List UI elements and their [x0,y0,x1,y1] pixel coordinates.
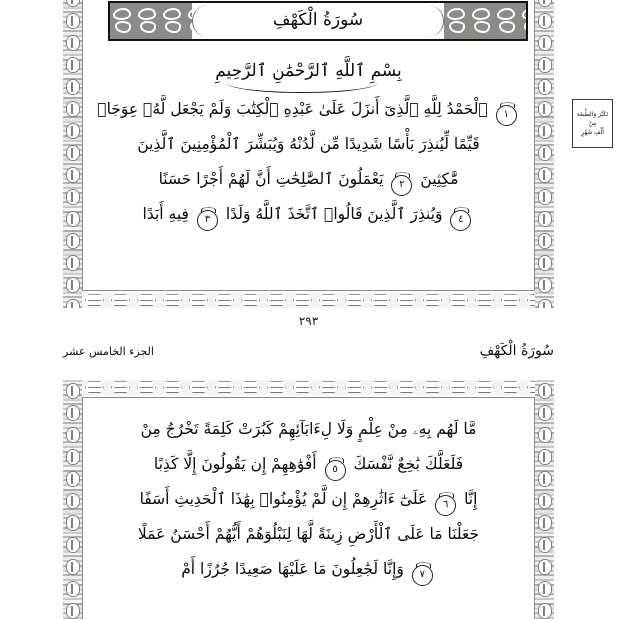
diamond-ornament-icon [134,293,160,308]
diamond-ornament-icon [186,380,212,395]
lens-ornament-icon [63,468,82,490]
ayah-text: قَيِّمًا لِّيُنذِرَ بَأْسًا شَدِيدًا مِّن لَّدُنْهُ وَيُبَشِّرَ ٱلْمُؤْمِنِينَ ٱلَّذِينَ [137,135,480,153]
ayah-text: يَعْمَلُونَ ٱلصَّٰلِحَٰتِ أَنَّ لَهُمْ أَجْرًا حَسَنًا [158,170,384,188]
ayah-text: وَإِنَّا لَجَٰعِلُونَ مَا عَلَيْهَا صَعِيدًا جُرُزًا أَمْ [181,560,404,578]
lens-ornament-icon [535,142,554,164]
arabesque-curl-icon [519,3,526,39]
lens-ornament-icon [63,402,82,424]
lens-ornament-icon [63,186,82,208]
ayah-text: مَّٰكِثِينَ [420,170,459,188]
ayah-number-marker: ٦ [435,495,456,516]
lens-ornament-icon [535,230,554,252]
lens-ornament-icon [63,578,82,600]
lens-ornament-icon [535,98,554,120]
diamond-ornament-icon [160,380,186,395]
quran-page-block-2 [63,380,554,619]
lens-ornament-icon [535,468,554,490]
diamond-ornament-icon [316,293,342,308]
ayah-text: جَعَلْنَا مَا عَلَى ٱلْأَرْضِ زِينَةً لَّهَا لِنَبْلُوَهُمْ أَيُّهُمْ أَحْسَنُ عَمَلًا [137,525,480,543]
diamond-ornament-icon [472,293,498,308]
ayah-text: إِنَّا [464,490,478,508]
ayah-number-marker: ٣ [197,210,218,231]
lens-ornament-icon [535,208,554,230]
ayah-line [81,447,536,482]
lens-ornament-icon [535,32,554,54]
lens-ornament-icon [535,534,554,556]
arabesque-curl-icon [110,3,135,39]
side-note-box [572,99,613,148]
lens-ornament-icon [63,296,82,308]
lens-ornament-icon [535,10,554,32]
lens-ornament-icon [535,512,554,534]
lens-ornament-icon [535,120,554,142]
arabesque-curl-icon [160,3,185,39]
ayah-number-marker: ٧ [412,565,433,586]
lens-ornament-icon [535,424,554,446]
lens-ornament-icon [535,380,554,402]
diamond-ornament-icon [264,293,290,308]
diamond-ornament-icon [342,293,368,308]
diamond-ornament-icon [498,380,524,395]
lens-ornament-icon [63,446,82,468]
ayah-line [81,482,536,517]
ayah-text: فَلَعَلَّكَ بَٰخِعٌ نَّفْسَكَ [353,455,464,473]
diamond-ornament-icon [420,293,446,308]
lens-ornament-icon [63,164,82,186]
diamond-ornament-icon [290,293,316,308]
ayah-text: عَلَىٰٓ ءَاثَٰرِهِمْ إِن لَّمْ يُؤْمِنُوا۟ بِهَٰذَا ٱلْحَدِيثِ أَسَفًا [139,490,428,508]
diamond-ornament-icon [368,380,394,395]
ayah-line [81,517,536,552]
ayah-text: ٱلْحَمْدُ لِلَّهِ ٱلَّذِىٓ أَنزَلَ عَلَىٰ عَبْدِهِ ٱلْكِتَٰبَ وَلَمْ يَجْعَل لَّهُۥ عِوَجَاۜ [97,100,488,118]
diamond-ornament-icon [498,293,524,308]
page1-right-lens-motif-column [535,0,554,308]
diamond-ornament-icon [524,380,535,395]
lens-ornament-icon [63,380,82,402]
page1-bottom-ornament-band [82,293,535,308]
surah-title-banner [108,1,528,41]
page2-right-lens-motif-column [535,380,554,619]
ayah-text: مَّا لَهُم بِهِۦ مِنْ عِلْمٍ وَلَا لِءَابَآئِهِمْ كَبُرَتْ كَلِمَةً تَخْرُجُ مِنْ [140,420,477,438]
bismillah-text: بِسْمِ ٱللَّهِ ٱلرَّحْمَٰنِ ٱلرَّحِيمِ [215,61,402,81]
lens-ornament-icon [535,274,554,296]
diamond-ornament-icon [342,380,368,395]
arabesque-curl-icon [469,3,494,39]
diamond-ornament-icon [420,380,446,395]
diamond-ornament-icon [108,380,134,395]
ayah-number-marker: ٥ [325,460,346,481]
page2-top-ornament-band [82,380,535,395]
arabesque-curl-icon [185,3,192,39]
diamond-ornament-icon [472,380,498,395]
ayah-number-marker: ١ [496,105,517,126]
ayah-text: وَيُنذِرَ ٱلَّذِينَ قَالُوا۟ ٱتَّخَذَ ٱللَّهُ وَلَدًا [225,205,443,223]
arabesque-curl-icon [444,3,469,39]
lens-ornament-icon [63,230,82,252]
diamond-ornament-icon [212,293,238,308]
surah-title-text: سُورَةُ الْكَهْفِ [272,9,364,30]
page1-ayah-lines [81,92,536,232]
lens-ornament-icon [63,208,82,230]
ayah-line [81,412,536,447]
page2-running-header [63,340,554,362]
diamond-ornament-icon [212,380,238,395]
diamond-ornament-icon [186,293,212,308]
diamond-ornament-icon [82,380,108,395]
page2-ayah-lines [81,412,536,587]
ayah-line [81,552,536,587]
lens-ornament-icon [535,402,554,424]
lens-ornament-icon [63,0,82,10]
diamond-ornament-icon [264,380,290,395]
page1-left-lens-motif-column [63,0,82,308]
diamond-ornament-icon [82,293,108,308]
lens-ornament-icon [535,164,554,186]
ayah-text: أَفْوَٰهِهِمْ إِن يَقُولُونَ إِلَّا كَذِبًا [153,455,317,473]
ayah-line [81,162,536,197]
arabesque-curl-icon [494,3,519,39]
lens-ornament-icon [63,10,82,32]
lens-ornament-icon [535,556,554,578]
header-juz-name: الجزء الخامس عشر [63,344,154,358]
diamond-ornament-icon [446,380,472,395]
side-note-line-3: أَلْفِ شَهْرٍ [581,129,604,136]
lens-ornament-icon [535,252,554,274]
lens-ornament-icon [535,0,554,10]
lens-ornament-icon [63,98,82,120]
diamond-ornament-icon [368,293,394,308]
lens-ornament-icon [63,32,82,54]
lens-ornament-icon [63,534,82,556]
ayah-number-marker: ٤ [450,210,471,231]
page-number: ٢٩٣ [298,314,319,328]
ayah-line [81,197,536,232]
page2-left-lens-motif-column [63,380,82,619]
lens-ornament-icon [535,600,554,619]
diamond-ornament-icon [238,380,264,395]
ayah-text: فِيهِ أَبَدًا [142,205,189,223]
diamond-ornament-icon [316,380,342,395]
lens-ornament-icon [535,446,554,468]
lens-ornament-icon [63,556,82,578]
lens-ornament-icon [535,490,554,512]
lens-ornament-icon [63,600,82,619]
lens-ornament-icon [63,252,82,274]
diamond-ornament-icon [524,293,535,308]
ayah-number-marker: ٢ [391,175,412,196]
lens-ornament-icon [535,186,554,208]
diamond-ornament-icon [108,293,134,308]
banner-ornament-right [110,3,192,39]
header-surah-name: سُورَةُ الْكَهْفِ [479,343,554,359]
diamond-ornament-icon [238,293,264,308]
lens-ornament-icon [63,274,82,296]
lens-ornament-icon [535,296,554,308]
diamond-ornament-icon [394,380,420,395]
lens-ornament-icon [63,490,82,512]
arabesque-curl-icon [135,3,160,39]
diamond-ornament-icon [446,293,472,308]
lens-ornament-icon [63,142,82,164]
ayah-line [81,127,536,162]
lens-ornament-icon [535,578,554,600]
ayah-line [81,92,536,127]
quran-page-block-1 [63,0,554,308]
banner-ornament-left [444,3,526,39]
surah-title-plate [192,5,444,37]
side-note-line-1: تَكَبَّرَ وَالطِّيفَة [576,111,609,118]
diamond-ornament-icon [134,380,160,395]
diamond-ornament-icon [160,293,186,308]
diamond-ornament-icon [290,380,316,395]
side-note-line-2: مِنْ [588,120,597,127]
lens-ornament-icon [63,120,82,142]
lens-ornament-icon [63,512,82,534]
diamond-ornament-icon [394,293,420,308]
lens-ornament-icon [63,424,82,446]
